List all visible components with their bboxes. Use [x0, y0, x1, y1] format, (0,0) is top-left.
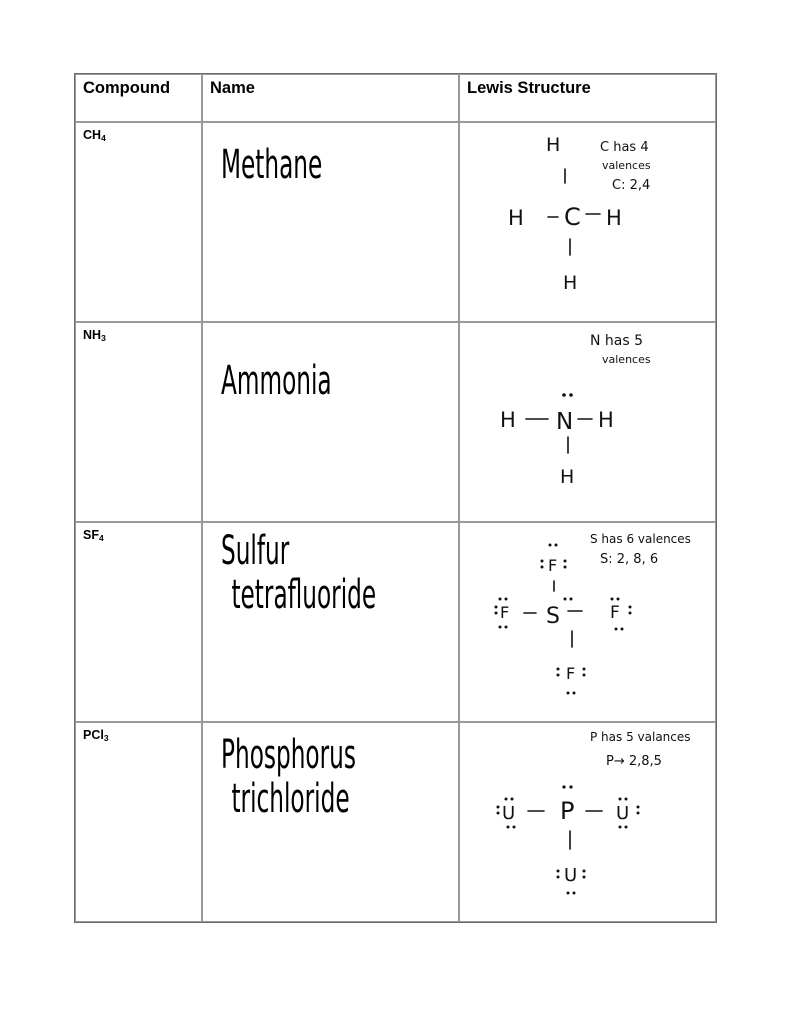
lone-pair-dot	[555, 544, 558, 547]
atom-bottom: F	[566, 664, 576, 683]
name-cell	[202, 122, 459, 322]
lone-pair-dot	[583, 674, 586, 677]
lone-pair-dot	[557, 876, 560, 879]
header-lewis-structure: Lewis Structure	[459, 74, 716, 122]
lewis-note: P has 5 valances	[590, 730, 691, 744]
lone-pair-dot	[625, 826, 628, 829]
atom-right: F	[610, 603, 620, 623]
lone-pair-dot	[569, 393, 573, 397]
lewis-note: P→ 2,8,5	[606, 754, 662, 769]
name-cell	[202, 522, 459, 722]
header-row	[75, 74, 716, 122]
lone-pair-dot	[637, 806, 640, 809]
lone-pair-dot	[495, 606, 498, 609]
atom-bottom: H	[560, 466, 575, 488]
lewis-cell	[459, 722, 716, 922]
lewis-cell	[459, 522, 716, 722]
lewis-cell	[459, 122, 716, 322]
lone-pair-dot	[569, 785, 572, 788]
lone-pair-dot	[619, 798, 622, 801]
lone-pair-dot	[567, 692, 570, 695]
worksheet	[74, 73, 717, 921]
table-row	[75, 522, 716, 722]
compound-cell	[75, 522, 202, 722]
lone-pair-dot	[499, 626, 502, 629]
lone-pair-dot	[505, 598, 508, 601]
lewis-note: C: 2,4	[612, 178, 651, 193]
atom-top: H	[546, 134, 561, 156]
lone-pair-dot	[557, 668, 560, 671]
lone-pair-dot	[541, 566, 544, 569]
central-atom: P	[560, 797, 575, 825]
lone-pair-dot	[567, 892, 570, 895]
lone-pair-dot	[495, 612, 498, 615]
lone-pair-dot	[617, 598, 620, 601]
atom-bottom: U	[564, 865, 578, 886]
table-row	[75, 122, 716, 322]
lewis-note: valences	[602, 353, 651, 366]
compound-formula: $CH_4$	[83, 128, 106, 143]
lewis-note: N has 5	[590, 333, 644, 349]
lone-pair-dot	[573, 892, 576, 895]
lone-pair-dot	[637, 812, 640, 815]
compound-cell	[75, 722, 202, 922]
lone-pair-dot	[583, 870, 586, 873]
compound-cell	[75, 322, 202, 522]
lewis-structure-diagram	[460, 123, 716, 321]
lone-pair-dot	[583, 876, 586, 879]
lone-pair-dot	[629, 612, 632, 615]
central-atom: S	[546, 604, 560, 629]
atom-left: H	[508, 206, 524, 230]
central-atom: N	[556, 409, 574, 435]
atom-right: H	[606, 206, 622, 230]
lone-pair-dot	[625, 798, 628, 801]
lone-pair-dot	[564, 560, 567, 563]
compound-cell	[75, 122, 202, 322]
lone-pair-dot	[570, 598, 573, 601]
table-row	[75, 722, 716, 922]
lewis-note: S: 2, 8, 6	[600, 552, 659, 567]
handwritten-name: Methane	[221, 142, 323, 188]
lone-pair-dot	[557, 870, 560, 873]
lewis-structure-diagram	[460, 723, 716, 921]
atom-left: H	[500, 408, 516, 432]
lone-pair-dot	[557, 674, 560, 677]
atom-left: F	[500, 603, 510, 622]
lone-pair-dot	[621, 628, 624, 631]
lone-pair-dot	[615, 628, 618, 631]
lone-pair-dot	[505, 626, 508, 629]
lone-pair-dot	[583, 668, 586, 671]
lone-pair-dot	[511, 798, 514, 801]
lone-pair-dot	[497, 812, 500, 815]
lone-pair-dot	[619, 826, 622, 829]
lewis-note: S has 6 valences	[590, 532, 691, 546]
header-compound: Compound	[75, 74, 202, 122]
lone-pair-dot	[497, 806, 500, 809]
atom-top: F	[548, 556, 558, 575]
lewis-structure-diagram	[460, 323, 716, 521]
compound-formula: $SF_4$	[83, 528, 104, 543]
header-name: Name	[202, 74, 459, 122]
atom-right: U	[616, 803, 630, 824]
lone-pair-dot	[499, 598, 502, 601]
table-row	[75, 322, 716, 522]
atom-left: U	[502, 803, 516, 824]
lone-pair-dot	[541, 560, 544, 563]
central-atom: C	[564, 203, 581, 231]
lewis-note: C has 4	[600, 140, 649, 155]
lone-pair-dot	[513, 826, 516, 829]
handwritten-name: Phosphorus trichloride	[221, 732, 356, 822]
lone-pair-dot	[507, 826, 510, 829]
lone-pair-dot	[505, 798, 508, 801]
lewis-cell	[459, 322, 716, 522]
handwritten-name: Sulfur tetrafluoride	[221, 528, 377, 618]
lone-pair-dot	[629, 606, 632, 609]
lone-pair-dot	[611, 598, 614, 601]
lone-pair-dot	[562, 785, 565, 788]
compound-formula: PCl$_3$	[83, 728, 109, 743]
compound-formula: $NH_3$	[83, 328, 106, 343]
lewis-structure-diagram	[460, 523, 716, 721]
name-cell	[202, 722, 459, 922]
handwritten-name: Ammonia	[221, 358, 332, 404]
lewis-note: valences	[602, 159, 651, 172]
lone-pair-dot	[564, 566, 567, 569]
lone-pair-dot	[564, 598, 567, 601]
lone-pair-dot	[573, 692, 576, 695]
lewis-structure-table	[74, 73, 717, 923]
lone-pair-dot	[562, 393, 566, 397]
atom-right: H	[598, 408, 614, 432]
lone-pair-dot	[549, 544, 552, 547]
name-cell	[202, 322, 459, 522]
atom-bottom: H	[563, 272, 578, 294]
